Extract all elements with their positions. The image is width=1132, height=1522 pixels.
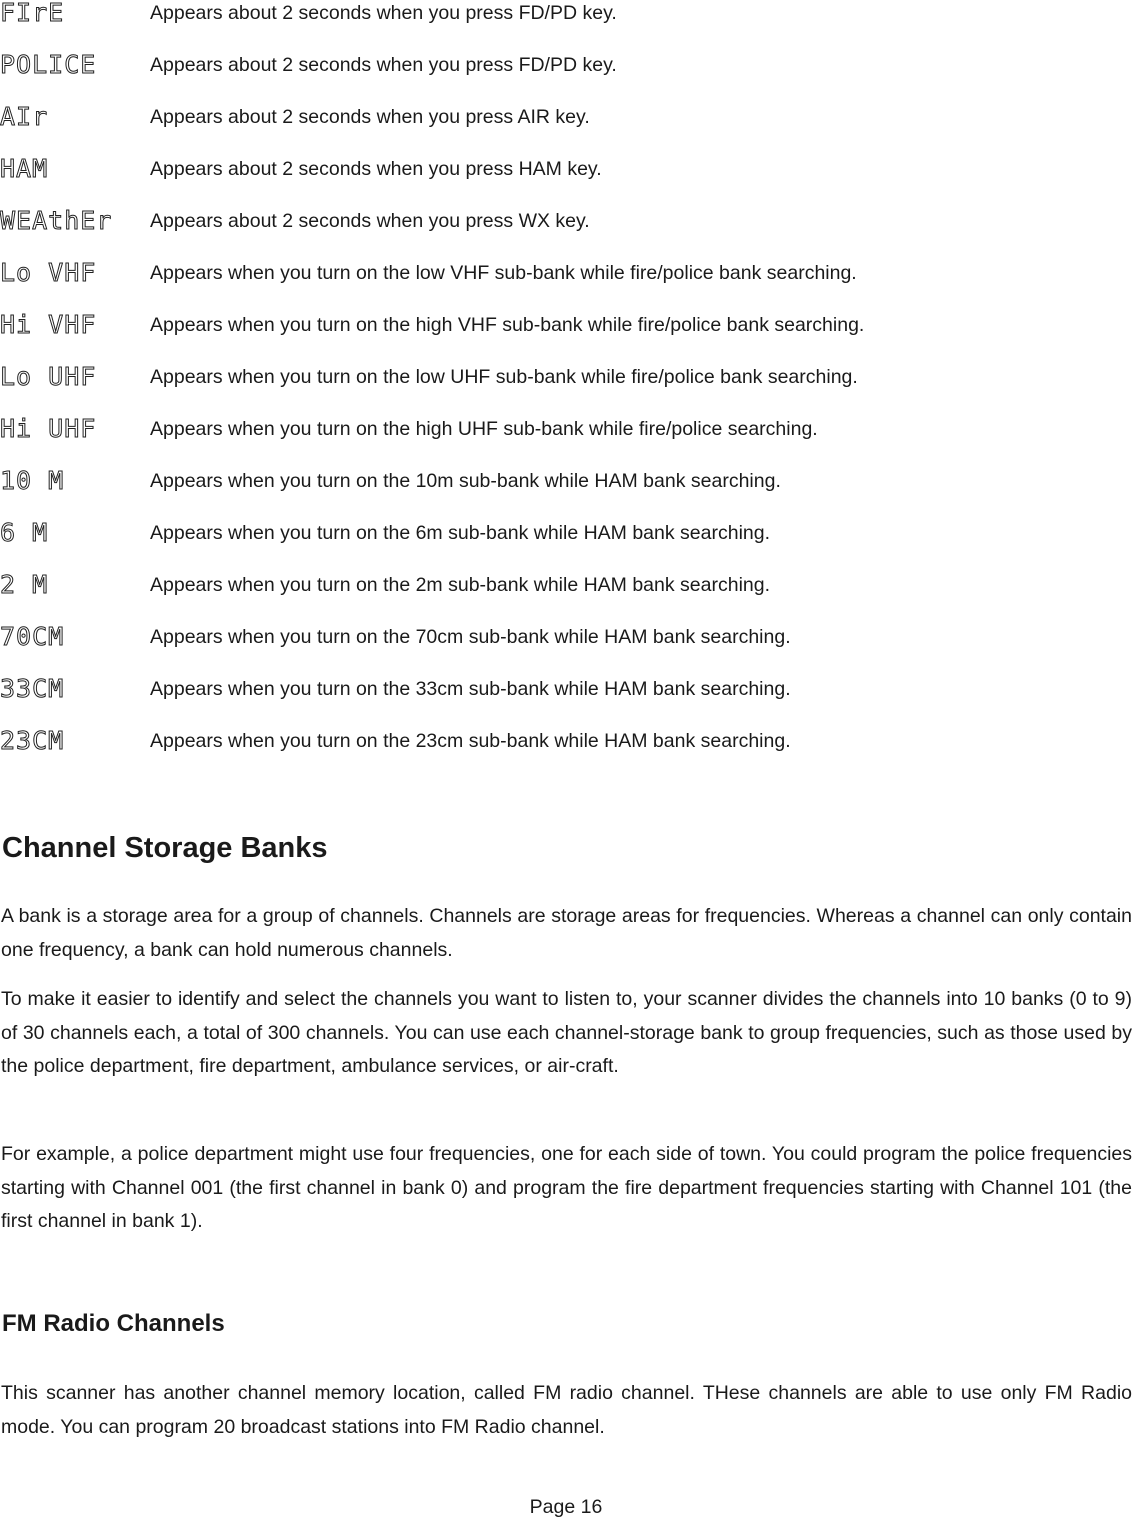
lcd-code: FIrE xyxy=(0,0,65,27)
display-row xyxy=(0,50,1132,84)
display-description: Appears when you turn on the 10m sub-bank while HAM bank searching. xyxy=(150,470,781,492)
lcd-code: Lo VHF xyxy=(0,258,97,287)
display-row xyxy=(0,466,1132,500)
lcd-code: AIr xyxy=(0,102,49,131)
display-description: Appears when you turn on the 70cm sub-bank while HAM bank searching. xyxy=(150,626,791,648)
display-row xyxy=(0,154,1132,188)
lcd-code: Hi UHF xyxy=(0,414,97,443)
display-row xyxy=(0,622,1132,656)
display-row xyxy=(0,414,1132,448)
lcd-code: HAM xyxy=(0,154,49,183)
display-row xyxy=(0,570,1132,604)
display-row xyxy=(0,310,1132,344)
section-heading-channel-storage-banks: Channel Storage Banks xyxy=(2,832,328,864)
display-row xyxy=(0,674,1132,708)
lcd-code: POLICE xyxy=(0,50,97,79)
body-paragraph: A bank is a storage area for a group of channels. Channels are storage areas for frequencies. Whereas a channel can only contain one frequency, a bank can hold numerous channels. xyxy=(1,905,1132,961)
section-heading-fm-radio-channels: FM Radio Channels xyxy=(2,1310,225,1337)
display-row xyxy=(0,102,1132,136)
display-description: Appears about 2 seconds when you press FD/PD key. xyxy=(150,54,617,76)
lcd-code: Lo UHF xyxy=(0,362,97,391)
display-description: Appears when you turn on the 6m sub-bank while HAM bank searching. xyxy=(150,522,771,544)
lcd-code: 23CM xyxy=(0,726,65,755)
display-description: Appears about 2 seconds when you press AIR key. xyxy=(150,106,590,128)
display-row xyxy=(0,518,1132,552)
display-description: Appears about 2 seconds when you press WX key. xyxy=(150,210,590,232)
display-description: Appears about 2 seconds when you press HAM key. xyxy=(150,158,602,180)
display-row xyxy=(0,726,1132,760)
display-description: Appears when you turn on the high VHF sub-bank while fire/police bank searching. xyxy=(150,314,865,336)
display-description: Appears when you turn on the 2m sub-bank while HAM bank searching. xyxy=(150,574,771,596)
display-row xyxy=(0,258,1132,292)
lcd-code: 33CM xyxy=(0,674,65,703)
display-description: Appears when you turn on the low UHF sub-bank while fire/police bank searching. xyxy=(150,366,858,388)
display-description: Appears when you turn on the 33cm sub-bank while HAM bank searching. xyxy=(150,678,791,700)
body-paragraph: To make it easier to identify and select the channels you want to listen to, your scanner divides the channels into 10 banks (0 to 9) of 30 channels each, a total of 300 channels. You can use each channel-storage bank to group frequencies, such as those used by the police department, fire department, ambulance services, or air-craft. xyxy=(1,988,1132,1077)
lcd-code: 2 M xyxy=(0,570,49,599)
lcd-code: WEAthEr xyxy=(0,206,113,235)
display-row xyxy=(0,2,1132,32)
lcd-code: 10 M xyxy=(0,466,65,495)
display-description: Appears when you turn on the 23cm sub-bank while HAM bank searching. xyxy=(150,730,791,752)
body-paragraph: This scanner has another channel memory location, called FM radio channel. THese channels are able to use only FM Radio mode. You can program 20 broadcast stations into FM Radio channel. xyxy=(1,1382,1132,1438)
lcd-code: 6 M xyxy=(0,518,49,547)
page-number: Page 16 xyxy=(529,1496,603,1518)
display-row xyxy=(0,362,1132,396)
display-row xyxy=(0,206,1132,240)
display-description: Appears when you turn on the low VHF sub-bank while fire/police bank searching. xyxy=(150,262,857,284)
lcd-code: Hi VHF xyxy=(0,310,97,339)
lcd-code: 70CM xyxy=(0,622,65,651)
display-description: Appears about 2 seconds when you press FD/PD key. xyxy=(150,2,617,24)
display-description: Appears when you turn on the high UHF sub-bank while fire/police searching. xyxy=(150,418,818,440)
body-paragraph: For example, a police department might use four frequencies, one for each side of town. You could program the police frequencies starting with Channel 001 (the first channel in bank 0) and program the fire department frequencies starting with Channel 101 (the first channel in bank 1). xyxy=(1,1143,1132,1232)
